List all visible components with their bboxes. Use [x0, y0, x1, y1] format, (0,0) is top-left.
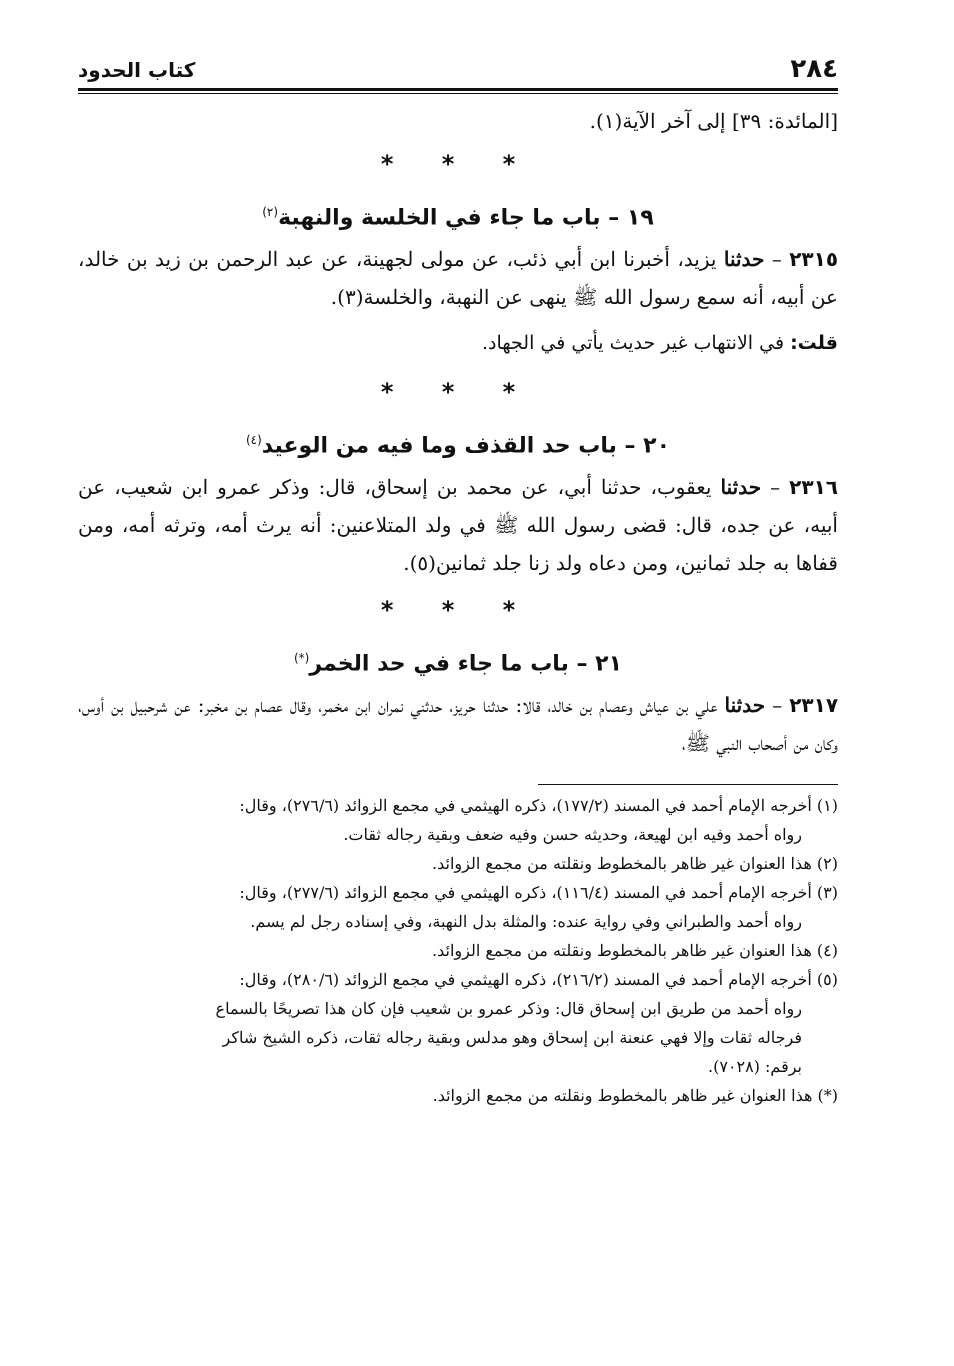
chapter-heading	[78, 630, 838, 686]
footnote-line: (١) أخرجه الإمام أحمد في المسند (١٧٧/٢)، ذكره الهيثمي في مجمع الزوائد (٢٧٦/٦)، وقال:	[239, 796, 838, 815]
separator-stars: * * *	[380, 150, 536, 178]
chapter-heading	[78, 184, 838, 240]
footnote-line: رواه أحمد من طريق ابن إسحاق قال: وذكر عمرو بن شعيب فإن كان هذا تصريحًا بالسماع	[215, 999, 802, 1018]
note-text: في الانتهاب غير حديث يأتي في الجهاد.	[481, 332, 785, 354]
footnotes	[78, 791, 838, 1110]
hadith-entry: ٢٣١٧ – حدثنا علي بن عياش وعصام بن خالد، قالا: حدثنا حريز، حدثني نمران ابن مخمر، وقال عصام بن مخبر: عن شرحبيل بن أوس، وكان من أصحاب النبي ﷺ،	[78, 693, 839, 755]
hadith-text: علي بن عياش وعصام بن خالد، قالا: حدثنا حريز، حدثني نمران ابن مخمر، وقال عصام بن مخبر: عن شرحبيل بن أوس، وكان من أصحاب النبي ﷺ،	[78, 693, 838, 755]
footnote-line: برقم: (٧٠٢٨).	[708, 1057, 802, 1076]
separator-stars: * * *	[380, 596, 536, 624]
footnote-line: (٥) أخرجه الإمام أحمد في المسند (٢١٦/٢)، ذكره الهيثمي في مجمع الزوائد (٢٨٠/٦)، وقال:	[239, 970, 838, 989]
hadith-text: يزيد، أخبرنا ابن أبي ذئب، عن مولى لجهينة، عن عبد الرحمن بن زيد بن خالد، عن أبيه، أنه سمع رسول الله ﷺ ينهى عن النهبة، والخلسة(٣).	[78, 247, 838, 309]
hadith-text: يعقوب، حدثنا أبي، عن محمد بن إسحاق، قال: وذكر عمرو ابن شعيب، عن أبيه، عن جده، قال: قضى رسول الله ﷺ في ولد المتلاعنين: أنه يرث أمه، وترثه أمه، ومن قفاها به جلد ثمانين، ومن دعاه ولد زنا جلد ثمانين(٥).	[78, 475, 838, 575]
footnote-ref: (٢)	[262, 205, 279, 219]
header-rule-thin	[78, 93, 838, 94]
footnote-line: (٤) هذا العنوان غير ظاهر بالمخطوط ونقلته من مجمع الزوائد.	[432, 941, 838, 960]
book-page	[78, 40, 838, 1110]
footnote-divider	[538, 784, 838, 785]
hadith-number: ٢٣١٥	[789, 247, 839, 271]
header-rule-thick	[78, 88, 838, 91]
hadith-lead: حدثنا	[723, 247, 765, 271]
separator-stars: * * *	[380, 378, 536, 406]
footnote-line: (*) هذا العنوان غير ظاهر بالمخطوط ونقلته من مجمع الزوائد.	[432, 1086, 838, 1105]
hadith-entry: ٢٣١٦ – حدثنا يعقوب، حدثنا أبي، عن محمد بن إسحاق، قال: وذكر عمرو ابن شعيب، عن أبيه، عن جده، قال: قضى رسول الله ﷺ في ولد المتلاعنين: أنه يرث أمه، وترثه أمه، ومن قفاها به جلد ثمانين، ومن دعاه ولد زنا جلد ثمانين(٥).	[78, 475, 838, 575]
footnote-ref: (*)	[293, 651, 310, 665]
note-lead: قلت:	[790, 332, 838, 354]
running-title: كتاب الحدود	[78, 58, 196, 82]
page-number: ٢٨٤	[790, 54, 838, 84]
hadith-lead: حدثنا	[724, 693, 766, 717]
hadith-number: ٢٣١٧	[789, 693, 839, 717]
chapter-heading-text: ٢٠ – باب حد القذف وما فيه من الوعيد	[261, 433, 671, 459]
footnote-line: رواه أحمد والطبراني وفي رواية عنده: والمثلة بدل النهبة، وفي إسناده رجل لم يسم.	[250, 912, 802, 931]
chapter-heading	[78, 412, 838, 468]
footnote-line: (٢) هذا العنوان غير ظاهر بالمخطوط ونقلته من مجمع الزوائد.	[432, 854, 838, 873]
footnote	[78, 878, 838, 936]
chapter-heading-text: ١٩ – باب ما جاء في الخلسة والنهبة	[278, 205, 654, 231]
hadith-entry: ٢٣١٥ – حدثنا يزيد، أخبرنا ابن أبي ذئب، عن مولى لجهينة، عن عبد الرحمن بن زيد بن خالد، عن أبيه، أنه سمع رسول الله ﷺ ينهى عن النهبة، والخلسة(٣).	[78, 247, 839, 309]
hadith-number: ٢٣١٦	[789, 475, 838, 499]
footnote-ref: (٤)	[245, 433, 262, 447]
footnote	[78, 965, 838, 1081]
footnote-line: فرجاله ثقات وإلا فهي عنعنة ابن إسحاق وهو مدلس وبقية رجاله ثقات، ذكره الشيخ شاكر	[222, 1028, 802, 1047]
footnote	[78, 936, 838, 965]
footnote-line: رواه أحمد وفيه ابن لهيعة، وحديثه حسن وفيه ضعف وبقية رجاله ثقات.	[343, 825, 802, 844]
footnote	[78, 849, 838, 878]
footnote-line: (٣) أخرجه الإمام أحمد في المسند (١١٦/٤)، ذكره الهيثمي في مجمع الزوائد (٢٧٧/٦)، وقال:	[239, 883, 838, 902]
intro-line: [المائدة: ٣٩] إلى آخر الآية(١).	[589, 109, 838, 133]
footnote	[78, 1081, 838, 1110]
hadith-lead: حدثنا	[720, 475, 762, 499]
note-line	[78, 324, 838, 362]
page-header	[78, 40, 838, 84]
footnote	[78, 791, 838, 849]
chapter-heading-text: ٢١ – باب ما جاء في حد الخمر	[309, 651, 623, 677]
